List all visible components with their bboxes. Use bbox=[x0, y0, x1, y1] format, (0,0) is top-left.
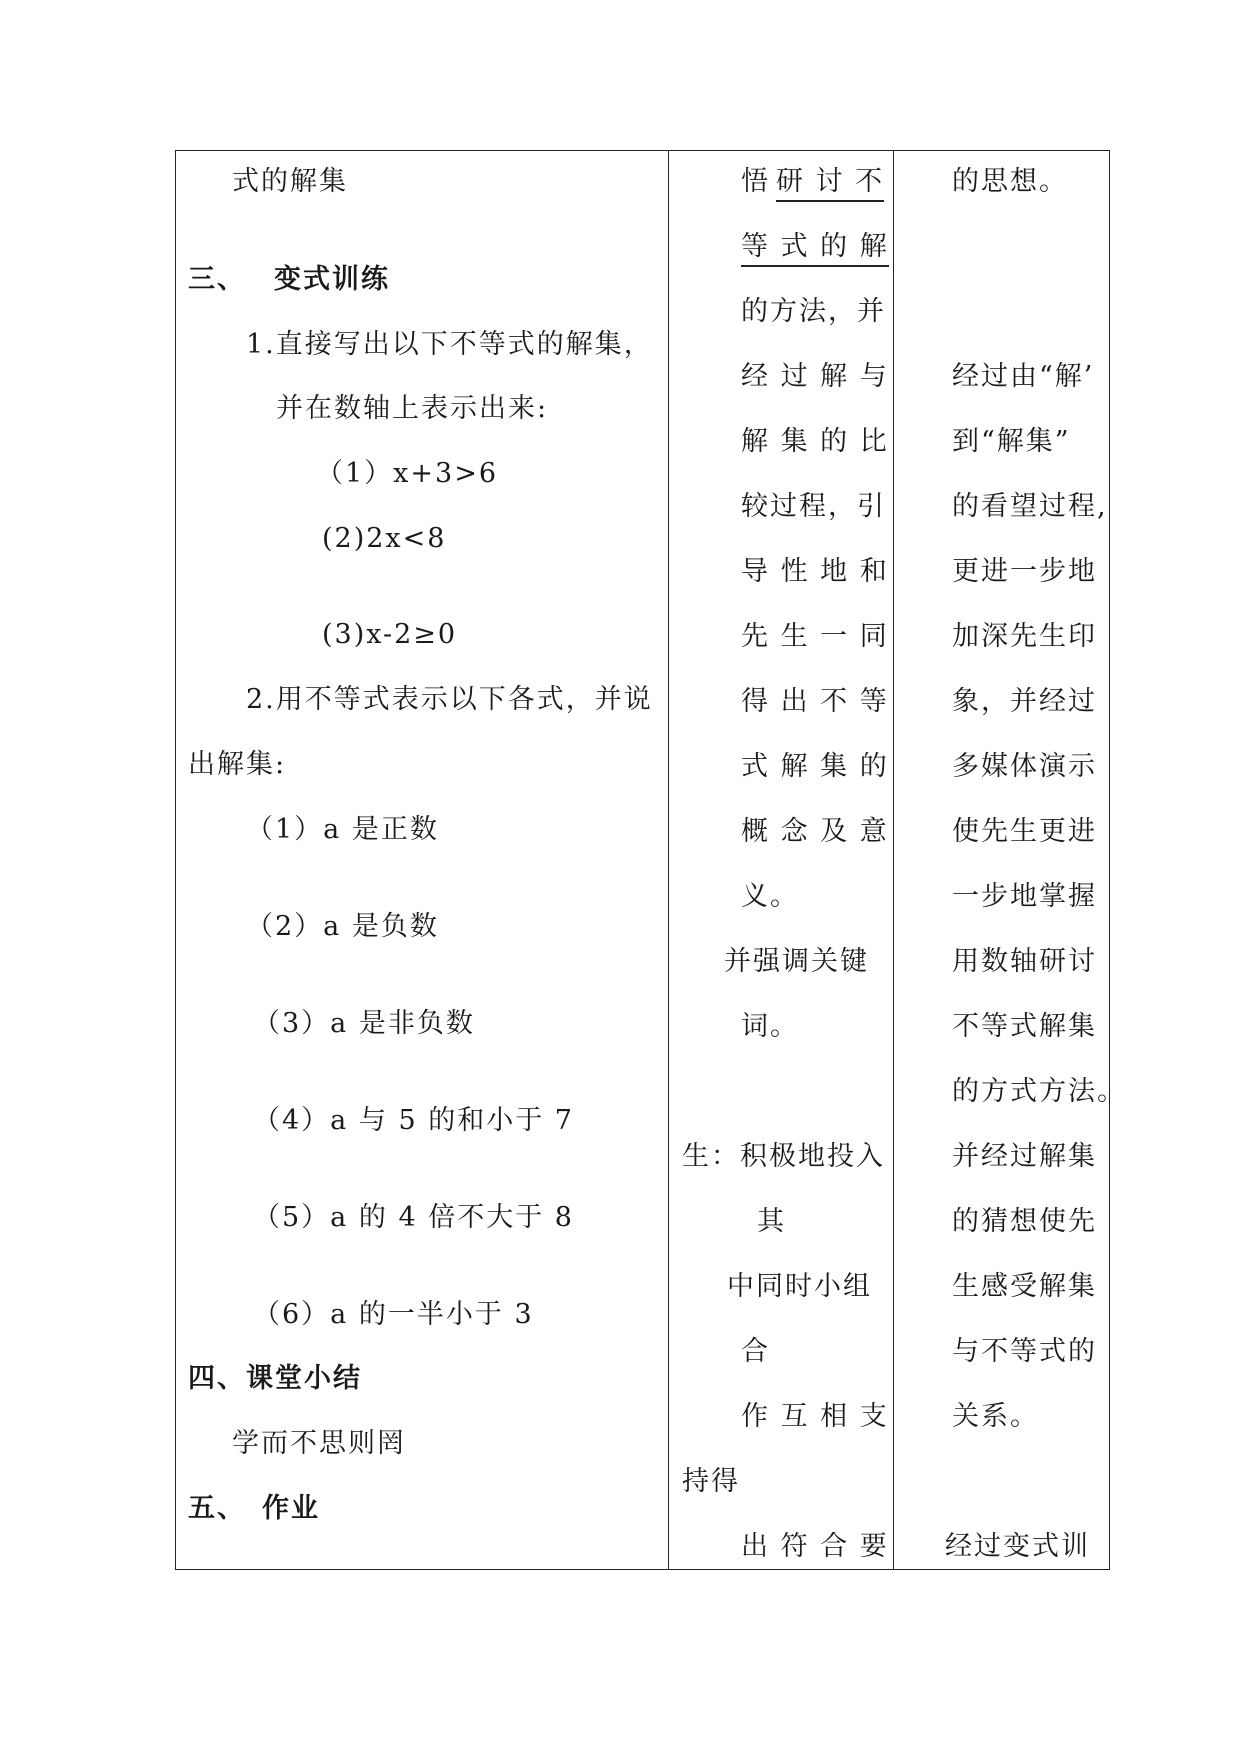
list-item: （6）a 的一半小于 3 bbox=[253, 1299, 534, 1330]
text-line: 并强调关键 bbox=[724, 946, 869, 977]
text-line: 其 bbox=[757, 1206, 786, 1237]
text-line: 并经过解集 bbox=[952, 1141, 1097, 1172]
text-line: 导 性 地 和 bbox=[741, 556, 889, 587]
text-line: 词。 bbox=[741, 1011, 799, 1042]
section-heading: 作业 bbox=[262, 1493, 320, 1524]
list-item: （4）a 与 5 的和小于 7 bbox=[253, 1105, 574, 1136]
list-item: (2)2x<8 bbox=[322, 523, 447, 554]
text-line: 多媒体演示 bbox=[952, 751, 1097, 782]
text-line: 生：积极地投入 bbox=[682, 1141, 885, 1172]
text-line: 使先生更进 bbox=[952, 816, 1097, 847]
text-line: 较过程，引 bbox=[741, 491, 886, 522]
list-item: （1）x+3>6 bbox=[316, 458, 499, 489]
text-line: 持得 bbox=[682, 1466, 740, 1497]
section-heading: 四、课堂小结 bbox=[188, 1363, 362, 1394]
section-number: 三、 bbox=[188, 264, 246, 295]
text-line: 悟 bbox=[741, 166, 770, 197]
text-line: 作 互 相 支 bbox=[741, 1401, 889, 1432]
text-line: 到“解集” bbox=[952, 426, 1071, 457]
text-line: 的猜想使先 bbox=[952, 1206, 1097, 1237]
text-line: 更进一步地 bbox=[952, 556, 1097, 587]
text-line: 象，并经过 bbox=[952, 686, 1097, 717]
list-item: （3）a 是非负数 bbox=[253, 1008, 475, 1039]
text-line: 经过变式训 bbox=[945, 1531, 1090, 1562]
text-line: 一步地掌握 bbox=[952, 881, 1097, 912]
list-item: （1）a 是正数 bbox=[246, 814, 439, 845]
text-line: 合 bbox=[741, 1336, 770, 1367]
text-line: 与不等式的 bbox=[952, 1336, 1097, 1367]
text-line: 学而不思则罔 bbox=[232, 1428, 406, 1459]
text-line: 的看望过程, bbox=[952, 491, 1108, 522]
underlined-text: 等 式 的 解 bbox=[741, 230, 889, 267]
text-line: 经过由“解’ bbox=[952, 361, 1095, 392]
question-text: 2.用不等式表示以下各式，并说 bbox=[246, 684, 653, 715]
text-line: 用数轴研讨 bbox=[952, 946, 1097, 977]
question-text: 并在数轴上表示出来: bbox=[276, 393, 549, 424]
text-line: 解 集 的 比 bbox=[741, 426, 889, 457]
list-item: （5）a 的 4 倍不大于 8 bbox=[253, 1202, 574, 1233]
text-line: 先 生 一 同 bbox=[741, 621, 889, 652]
question-text: 出解集: bbox=[188, 749, 287, 780]
text-line: 概 念 及 意 bbox=[741, 816, 889, 847]
column-divider-2 bbox=[893, 151, 894, 1569]
section-heading: 变式训练 bbox=[274, 264, 390, 295]
text-line: 的思想。 bbox=[952, 166, 1068, 197]
section-number: 五、 bbox=[188, 1493, 246, 1524]
text-line: 的方法，并 bbox=[741, 296, 886, 327]
text-line: 不等式解集 bbox=[952, 1011, 1097, 1042]
text-line: 经 过 解 与 bbox=[741, 361, 889, 392]
text-line: 的方式方法。 bbox=[952, 1076, 1126, 1107]
text-line: 式的解集 bbox=[232, 166, 348, 197]
text-line: 出 符 合 要 bbox=[741, 1531, 889, 1562]
text-line: 得 出 不 等 bbox=[741, 686, 889, 717]
text-line: 生感受解集 bbox=[952, 1271, 1097, 1302]
text-line: 义。 bbox=[741, 881, 799, 912]
underlined-text: 研 讨 不 bbox=[776, 165, 884, 202]
text-line: 式 解 集 的 bbox=[741, 751, 889, 782]
text-line: 中同时小组 bbox=[727, 1271, 872, 1302]
column-divider-1 bbox=[668, 151, 669, 1569]
list-item: (3)x-2≥0 bbox=[322, 619, 458, 650]
question-text: 1.直接写出以下不等式的解集， bbox=[246, 329, 653, 360]
list-item: （2）a 是负数 bbox=[246, 911, 439, 942]
text-line: 加深先生印 bbox=[952, 621, 1097, 652]
text-line: 关系。 bbox=[952, 1401, 1039, 1432]
